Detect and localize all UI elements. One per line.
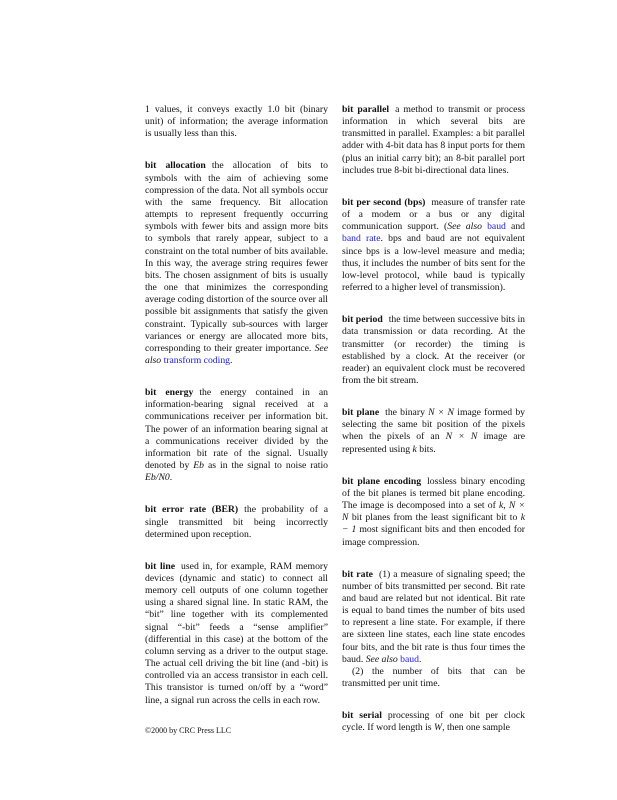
definition-text: lossless binary encoding of the bit planes is termed bit plane encoding. The image is decomposed into a set of (342, 475, 525, 512)
entry-bit-plane (342, 407, 525, 456)
math-n-by-n: N × N (342, 500, 526, 524)
math-n-by-n-2: N × N (445, 431, 478, 443)
link-baud[interactable]: baud (400, 653, 419, 665)
math-n-by-n: N × N (428, 407, 455, 419)
definition-text: (1) a measure of signaling speed; the number of bits transmitted per second. Bit rate and baud are related but not identical. Bit rate is equal to band times the number of bits used to represent a line state. For example, if there are sixteen line states, each line state encodes four bits, and the bit rate is thus four times the baud. (342, 568, 526, 665)
term-bit-per-second: bit per second (bps) (342, 196, 426, 208)
entry-bit-line (145, 561, 328, 707)
definition-text: a method to transmit or process information in which several bits are transmitted in parallel. Examples: a bit parallel adder with 4-bit data has 8 input ports for them (plus an initial carry bit); an 8-bit parallel port includes true 8-bit bi-directional data lines. (342, 104, 526, 176)
link-transform-coding[interactable]: transform coding (163, 354, 231, 366)
entry-bit-error-rate (145, 504, 328, 540)
entry-bit-parallel (342, 104, 525, 177)
punctuation: . (169, 472, 173, 484)
term-bit-rate: bit rate (342, 568, 373, 580)
term-bit-error-rate: bit error rate (BER) (145, 504, 239, 516)
term-bit-energy: bit energy (145, 387, 194, 399)
term-bit-parallel: bit parallel (342, 104, 390, 115)
definition-text-3: image are represented using (342, 431, 526, 455)
definition-text: the allocation of bits to symbols with the aim of achieving some compression of the data. Not all symbols occur with the same frequency. Bit allocation attempts to represent frequently occurring symbols with fewer bits and assign more bits to symbols that rarely appear, subject to a constraint on the total number of bits available. In this way, the average string requires fewer bits. The chosen assignment of bits is usually the one that minimizes the corresponding average coding distortion of the source over all possible bit assignments that satisfy the given constraint. Typically sub-sources with larger variances or energy are allocated more bits, corresponding to their greater importance. (145, 160, 328, 354)
math-k: k (498, 500, 504, 512)
punctuation: . (230, 354, 233, 366)
punctuation: . (418, 653, 422, 665)
term-bit-line: bit line (145, 560, 176, 572)
definition-part-2: (2) the number of bits that can be transmitted per unit time. (342, 665, 525, 690)
math-w: W (434, 722, 443, 734)
see-also-label: See also (447, 221, 482, 233)
entry-bit-period (342, 314, 525, 387)
entry-bit-rate (342, 569, 525, 691)
definition-text: the energy contained in an information-bearing signal received at a communications receiver per information bit. The power of an information bearing signal at a communications receiver divided by the information bit rate of the signal. Usually denoted by (145, 387, 328, 472)
math-k: k (412, 443, 417, 455)
term-bit-plane: bit plane (342, 407, 380, 419)
definition-text: measure of transfer rate of a modem or a bus or any digital communication support. ( (342, 196, 525, 233)
definition-text-2: as in the signal to noise ratio (207, 460, 328, 472)
entry-bit-energy (145, 387, 328, 484)
math-symbol-eb: Eb (193, 460, 205, 472)
math-ratio-eb-n0: Eb/N0 (145, 472, 170, 484)
definition-text: the probability of a single transmitted bit being incorrectly determined upon reception. (145, 504, 328, 540)
entry-continuation (145, 104, 328, 140)
entry-bit-allocation (145, 160, 328, 367)
definition-text-2: image formed by selecting the same bit position of the pixels when the pixels of an (342, 407, 526, 443)
definition-text-2: , then one sample (442, 722, 510, 734)
term-bit-serial: bit serial (342, 710, 382, 722)
math-k-minus-1: k − 1 (342, 512, 526, 536)
right-column (342, 104, 525, 755)
entry-bit-per-second (342, 197, 525, 294)
definition-text: the time between successive bits in data transmission or data recording. At the transmitter (or recorder) the timing is established by a clock. At the receiver (or reader) an equivalent clock must be recovered from the bit stream. (342, 314, 526, 386)
definition-text-2: . bps and baud are not equivalent since bps is a low-level measure and media; thus, it includes the number of bits sent for the low-level protocol, while baud is typically referred to a higher level of transmission). (342, 233, 525, 294)
continuation-text: 1 values, it conveys exactly 1.0 bit (binary unit) of information; the average information is usually less than this. (145, 104, 328, 140)
link-band-rate[interactable]: band rate (342, 233, 381, 245)
term-bit-plane-encoding: bit plane encoding (342, 475, 422, 487)
see-also-label: See also (145, 342, 329, 366)
punctuation: , (503, 500, 506, 512)
definition-text: processing of one bit per clock cycle. If word length is (342, 710, 525, 734)
term-bit-period: bit period (342, 314, 383, 326)
definition-text-4: bits. (419, 443, 436, 455)
entry-bit-plane-encoding (342, 476, 525, 549)
definition-text: used in, for example, RAM memory devices (dynamic and static) to connect all memory cell outputs of one column together using a shared signal line. In static RAM, the “bit” line together with its complemented signal “-bit” feeds a “sense amplifier” (differential in this case) at the bottom of the column serving as a driver to the output stage. The actual cell driving the bit line (and -bit) is controlled via an access transistor in each cell. This transistor is turned on/off by a “word” line, a signal run across the cells in each row. (145, 560, 328, 706)
see-also-label: See also (365, 653, 398, 665)
conjunction: and (511, 221, 526, 233)
entry-bit-serial (342, 710, 525, 734)
definition-text: the binary (385, 407, 425, 419)
left-column (145, 104, 328, 727)
definition-text-2: bit planes from the least significant bit to (351, 512, 518, 524)
term-bit-allocation: bit allocation (145, 160, 206, 172)
copyright-footer: ©2000 by CRC Press LLC (145, 726, 232, 735)
link-baud[interactable]: baud (487, 221, 506, 233)
definition-text-3: most significant bits and then encoded for image compression. (342, 524, 526, 548)
